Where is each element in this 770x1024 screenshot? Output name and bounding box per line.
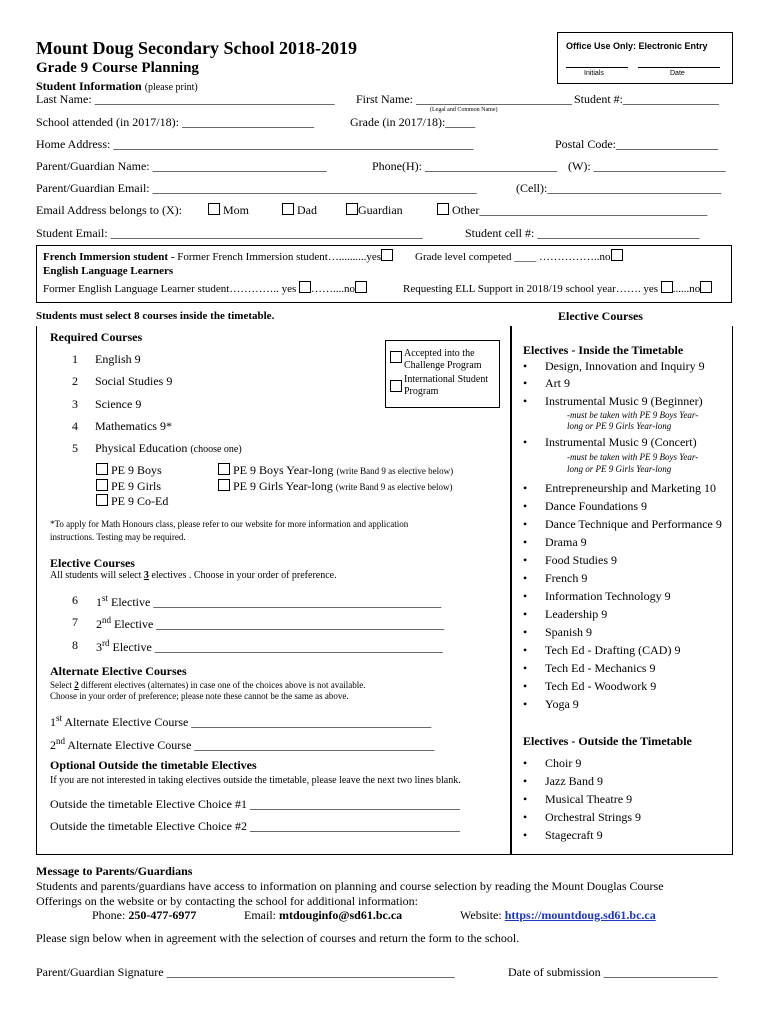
ell-support-yes-checkbox[interactable] xyxy=(661,281,673,293)
home-address-field[interactable]: Home Address: ____________________________________________________________ xyxy=(36,137,474,151)
website-link[interactable]: https://mountdoug.sd61.bc.ca xyxy=(504,908,656,922)
concert-note-1: -must be taken with PE 9 Boys Year- xyxy=(567,452,699,462)
date-line[interactable] xyxy=(638,67,720,68)
alternate-1-field[interactable]: 1st Alternate Elective Course ________________________________________ xyxy=(50,713,432,729)
initials-label: Initials xyxy=(584,70,604,77)
cell-field[interactable]: (Cell):_____________________________ xyxy=(516,181,722,195)
guardian-name-field[interactable]: Parent/Guardian Name: _____________________________ xyxy=(36,159,327,173)
elective-2-field[interactable]: 2nd Elective ________________________________________________ xyxy=(96,615,445,631)
guardian-email-field[interactable]: Parent/Guardian Email: ______________________________________________________ xyxy=(36,181,477,195)
beginner-note-2: long or PE 9 Girls Year-long xyxy=(567,421,672,431)
student-info-heading: Student Information (please print) xyxy=(36,79,198,93)
elective-choir: • Choir 9 xyxy=(545,756,581,771)
elective-yoga: • Yoga 9 xyxy=(545,697,579,712)
message-line-1: Students and parents/guardians have access to information on planning and course selection by reading the Mount Douglas Course xyxy=(36,879,664,893)
first-name-field[interactable]: First Name: __________________________ xyxy=(356,92,572,106)
dad-checkbox[interactable] xyxy=(282,203,294,215)
elective-courses-note: All students will select 3 electives . Choose in your order of preference. xyxy=(50,570,337,581)
required-social-studies: Social Studies 9 xyxy=(95,374,173,388)
student-email-field[interactable]: Student Email: ____________________________________________________ xyxy=(36,226,423,240)
ell-support-no-checkbox[interactable] xyxy=(700,281,712,293)
office-use-title: Office Use Only: Electronic Entry xyxy=(566,41,708,51)
school-attended-field[interactable]: School attended (in 2017/18): ______________________ xyxy=(36,115,314,129)
elective-dance-technique: • Dance Technique and Performance 9 xyxy=(545,517,722,532)
elective-drafting: • Tech Ed - Drafting (CAD) 9 xyxy=(545,643,680,658)
required-num-5: 5 xyxy=(72,441,78,455)
elective-info-tech: • Information Technology 9 xyxy=(545,589,671,604)
elective-courses-heading: Elective Courses xyxy=(50,556,135,570)
challenge-label: Accepted into the Challenge Program xyxy=(404,348,482,371)
elective-design: • Design, Innovation and Inquiry 9 xyxy=(545,359,705,374)
pe-girls-yearlong-checkbox[interactable] xyxy=(218,479,230,491)
french-immersion-row: French Immersion student - Former French Immersion student…..........yes xyxy=(43,249,393,263)
alternate-note-2: Choose in your order of preference; please note these cannot be the same as above. xyxy=(50,691,349,701)
school-email: Email: mtdouginfo@sd61.bc.ca xyxy=(244,908,403,922)
elective-jazz-band: • Jazz Band 9 xyxy=(545,774,603,789)
elective-stagecraft: • Stagecraft 9 xyxy=(545,828,603,843)
elective-leadership: • Leadership 9 xyxy=(545,607,607,622)
sign-note: Please sign below when in agreement with the selection of courses and return the form to the school. xyxy=(36,931,520,945)
alternate-2-field[interactable]: 2nd Alternate Elective Course ________________________________________ xyxy=(50,736,435,752)
beginner-note-1: -must be taken with PE 9 Boys Year- xyxy=(567,410,699,420)
elective-french: • French 9 xyxy=(545,571,587,586)
pe-boys-yearlong-option[interactable]: PE 9 Boys Year-long (write Band 9 as elective below) xyxy=(218,463,453,478)
pe-boys-yearlong-checkbox[interactable] xyxy=(218,463,230,475)
ell-support-row: Requesting ELL Support in 2018/19 school year……. yes ......no xyxy=(403,281,712,295)
elective-3-field[interactable]: 3rd Elective ________________________________________________ xyxy=(96,638,443,654)
math-honours-note-1: *To apply for Math Honours class, please refer to our website for more information and application xyxy=(50,519,409,529)
pe-coed-checkbox[interactable] xyxy=(96,494,108,506)
postal-code-field[interactable]: Postal Code:_________________ xyxy=(555,137,719,151)
outside-choice-2-field[interactable]: Outside the timetable Elective Choice #2 ___________________________________ xyxy=(50,819,460,833)
elective-dance-foundations: • Dance Foundations 9 xyxy=(545,499,647,514)
challenge-checkbox[interactable] xyxy=(390,351,402,363)
international-checkbox[interactable] xyxy=(390,380,402,392)
home-phone-field[interactable]: Phone(H): ______________________ xyxy=(372,159,557,173)
email-belongs-label: Email Address belongs to (X): xyxy=(36,203,182,217)
pe-girls-option[interactable]: PE 9 Girls xyxy=(96,479,161,494)
ell-former-row: Former English Language Learner student………….. yes ……....no xyxy=(43,281,367,295)
required-num-3: 3 xyxy=(72,397,78,411)
required-num-1: 1 xyxy=(72,352,78,366)
pe-girls-checkbox[interactable] xyxy=(96,479,108,491)
option-mom[interactable]: Mom xyxy=(208,203,249,218)
elective-num-6: 6 xyxy=(72,593,78,607)
submission-date-field[interactable]: Date of submission ___________________ xyxy=(508,965,718,979)
required-english: English 9 xyxy=(95,352,141,366)
student-number-field[interactable]: Student #:________________ xyxy=(574,92,720,106)
mom-checkbox[interactable] xyxy=(208,203,220,215)
alternate-heading: Alternate Elective Courses xyxy=(50,664,187,678)
pe-boys-checkbox[interactable] xyxy=(96,463,108,475)
last-name-field[interactable]: Last Name: ________________________________________ xyxy=(36,92,335,106)
grade-level-completed[interactable]: Grade level competed ____ ……………..no xyxy=(415,249,623,263)
school-title: Mount Doug Secondary School 2018-2019 xyxy=(36,38,358,58)
special-programs-box xyxy=(36,245,732,303)
elective-drama: • Drama 9 xyxy=(545,535,587,550)
elective-musical-theatre: • Musical Theatre 9 xyxy=(545,792,632,807)
work-phone-field[interactable]: (W): ______________________ xyxy=(568,159,726,173)
french-no-checkbox[interactable] xyxy=(611,249,623,261)
elective-orchestral-strings: • Orchestral Strings 9 xyxy=(545,810,641,825)
elective-music-concert: • Instrumental Music 9 (Concert) xyxy=(545,435,697,450)
required-courses-heading: Required Courses xyxy=(50,330,143,344)
required-math: Mathematics 9* xyxy=(95,419,172,433)
outside-choice-1-field[interactable]: Outside the timetable Elective Choice #1 ___________________________________ xyxy=(50,797,460,811)
pe-boys-option[interactable]: PE 9 Boys xyxy=(96,463,162,478)
elective-entrepreneurship: • Entrepreneurship and Marketing 10 xyxy=(545,481,716,496)
school-website: Website: https://mountdoug.sd61.bc.ca xyxy=(460,908,656,922)
required-science: Science 9 xyxy=(95,397,142,411)
ell-former-yes-checkbox[interactable] xyxy=(299,281,311,293)
message-line-2: Offerings on the website or by contacting the school for additional information: xyxy=(36,894,419,908)
initials-line[interactable] xyxy=(566,67,628,68)
program-options-box xyxy=(385,340,500,408)
math-honours-note-2: instructions. Testing may be required. xyxy=(50,532,186,542)
guardian-signature-field[interactable]: Parent/Guardian Signature ________________________________________________ xyxy=(36,965,455,979)
form-subtitle: Grade 9 Course Planning xyxy=(36,60,199,76)
option-dad[interactable]: Dad xyxy=(282,203,317,218)
concert-note-2: long or PE 9 Girls Year-long xyxy=(567,464,672,474)
student-cell-field[interactable]: Student cell #: ___________________________ xyxy=(465,226,700,240)
elective-num-7: 7 xyxy=(72,615,78,629)
guardian-checkbox[interactable] xyxy=(346,203,358,215)
optional-outside-heading: Optional Outside the timetable Electives xyxy=(50,758,257,772)
ell-heading: English Language Learners xyxy=(43,265,174,277)
office-use-box xyxy=(557,32,733,84)
elective-food-studies: • Food Studies 9 xyxy=(545,553,617,568)
elective-music-beginner: • Instrumental Music 9 (Beginner) xyxy=(545,394,703,409)
date-label: Date xyxy=(670,70,685,77)
elective-spanish: • Spanish 9 xyxy=(545,625,592,640)
elective-mechanics: • Tech Ed - Mechanics 9 xyxy=(545,661,655,676)
outside-timetable-heading: Electives - Outside the Timetable xyxy=(523,734,692,748)
grade-field[interactable]: Grade (in 2017/18):_____ xyxy=(350,115,476,129)
required-num-2: 2 xyxy=(72,374,78,388)
option-other[interactable]: Other______________________________________ xyxy=(437,203,707,218)
optional-outside-note: If you are not interested in taking electives outside the timetable, please leave the next two lines blank. xyxy=(50,775,461,786)
school-phone: Phone: 250-477-6977 xyxy=(92,908,197,922)
must-select-note: Students must select 8 courses inside the timetable. xyxy=(36,310,275,322)
option-guardian[interactable]: Guardian xyxy=(346,203,403,218)
elective-woodwork: • Tech Ed - Woodwork 9 xyxy=(545,679,656,694)
ell-former-no-checkbox[interactable] xyxy=(355,281,367,293)
pe-coed-option[interactable]: PE 9 Co-Ed xyxy=(96,494,168,509)
french-yes-checkbox[interactable] xyxy=(381,249,393,261)
legal-name-note: (Legal and Common Name) xyxy=(430,107,498,113)
international-label: International Student Program xyxy=(404,374,489,397)
required-num-4: 4 xyxy=(72,419,78,433)
elective-courses-title: Elective Courses xyxy=(558,309,643,323)
other-checkbox[interactable] xyxy=(437,203,449,215)
required-pe: Physical Education (choose one) xyxy=(95,441,242,455)
elective-art: • Art 9 xyxy=(545,376,570,391)
elective-num-8: 8 xyxy=(72,638,78,652)
pe-girls-yearlong-option[interactable]: PE 9 Girls Year-long (write Band 9 as elective below) xyxy=(218,479,452,494)
alternate-note-1: Select 2 different electives (alternates) in case one of the choices above is not available. xyxy=(50,680,366,690)
elective-1-field[interactable]: 1st Elective ________________________________________________ xyxy=(96,593,442,609)
inside-timetable-heading: Electives - Inside the Timetable xyxy=(523,343,684,357)
message-heading: Message to Parents/Guardians xyxy=(36,864,193,878)
